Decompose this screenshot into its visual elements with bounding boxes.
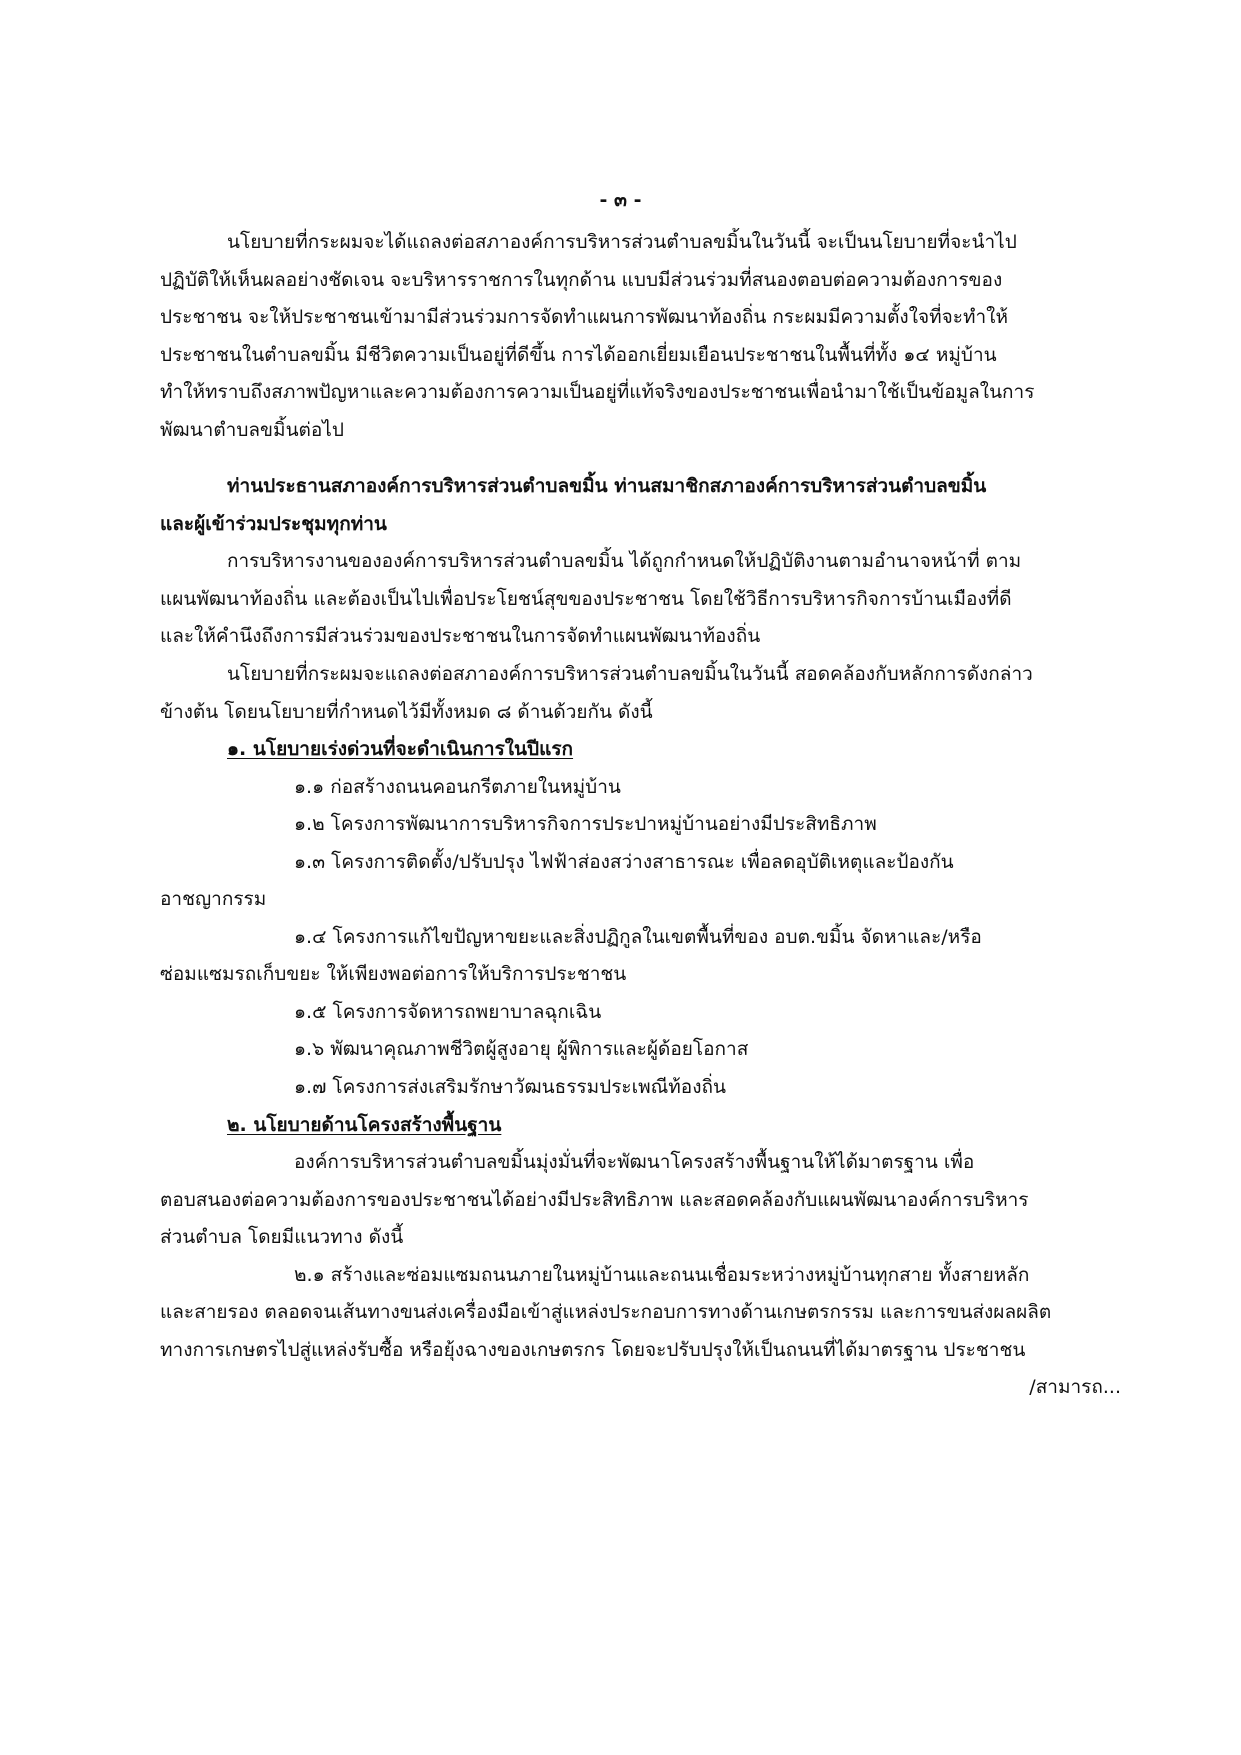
section1-item-cont: ซ่อมแซมรถเก็บขยะ ให้เพียงพอต่อการให้บริการประชาชน	[160, 963, 627, 985]
intro-line-4: ประชาชนในตำบลขมิ้น มีชีวิตความเป็นอยู่ที่ดีขึ้น การได้ออกเยี่ยมเยือนประชาชนในพื้นที่ทั้ง ๑๔ หมู่บ้าน	[160, 344, 997, 366]
admin-line-3: และให้คำนึงถึงการมีส่วนร่วมของประชาชนในการจัดทำแผนพัฒนาท้องถิ่น	[160, 625, 761, 647]
section2-item-line-3: ทางการเกษตรไปสู่แหล่งรับซื้อ หรือยุ้งฉางของเกษตรกร โดยจะปรับปรุงให้เป็นถนนที่ได้มาตรฐาน ประชาชน	[160, 1339, 1026, 1361]
policy-line-2: ข้างต้น โดยนโยบายที่กำหนดไว้มีทั้งหมด ๘ ด้านด้วยกัน ดังนี้	[160, 701, 653, 723]
section2-heading: ๒. นโยบายด้านโครงสร้างพื้นฐาน	[227, 1114, 502, 1136]
section1-item: ๑.๔ โครงการแก้ไขปัญหาขยะและสิ่งปฏิกูลในเขตพื้นที่ของ อบต.ขมิ้น จัดหาและ/หรือ	[294, 926, 982, 948]
intro-line-1: นโยบายที่กระผมจะได้แถลงต่อสภาองค์การบริหารส่วนตำบลขมิ้นในวันนี้ จะเป็นนโยบายที่จะนำไป	[227, 231, 1017, 253]
section1-item: ๑.๒ โครงการพัฒนาการบริหารกิจการประปาหมู่บ้านอย่างมีประสิทธิภาพ	[294, 813, 877, 835]
section1-item: ๑.๑ ก่อสร้างถนนคอนกรีตภายในหมู่บ้าน	[294, 776, 621, 798]
intro-line-3: ประชาชน จะให้ประชาชนเข้ามามีส่วนร่วมการจัดทำแผนการพัฒนาท้องถิ่น กระผมมีความตั้งใจที่จะทำให้	[160, 306, 1008, 328]
intro-line-6: พัฒนาตำบลขมิ้นต่อไป	[160, 419, 344, 441]
section1-item: ๑.๓ โครงการติดตั้ง/ปรับปรุง ไฟฟ้าส่องสว่างสาธารณะ เพื่อลดอุบัติเหตุและป้องกัน	[294, 851, 954, 873]
section2-intro-line-2: ตอบสนองต่อความต้องการของประชาชนได้อย่างมีประสิทธิภาพ และสอดคล้องกับแผนพัฒนาองค์การบริหาร	[160, 1189, 1029, 1211]
admin-line-2: แผนพัฒนาท้องถิ่น และต้องเป็นไปเพื่อประโยชน์สุขของประชาชน โดยใช้วิธีการบริหารกิจการบ้านเมืองที่ดี	[160, 588, 1012, 610]
section1-heading: ๑. นโยบายเร่งด่วนที่จะดำเนินการในปีแรก	[227, 738, 574, 760]
address-line-2: และผู้เข้าร่วมประชุมทุกท่าน	[160, 513, 387, 535]
intro-line-5: ทำให้ทราบถึงสภาพปัญหาและความต้องการความเป็นอยู่ที่แท้จริงของประชาชนเพื่อนำมาใช้เป็นข้อมูลในการ	[160, 381, 1035, 403]
section2-intro-line-3: ส่วนตำบล โดยมีแนวทาง ดังนี้	[160, 1226, 404, 1248]
page-number: - ๓ -	[599, 189, 642, 211]
address-line-1: ท่านประธานสภาองค์การบริหารส่วนตำบลขมิ้น ท่านสมาชิกสภาองค์การบริหารส่วนตำบลขมิ้น	[227, 475, 987, 497]
section1-item: ๑.๖ พัฒนาคุณภาพชีวิตผู้สูงอายุ ผู้พิการและผู้ด้อยโอกาส	[294, 1038, 749, 1060]
section2-item-line-1: ๒.๑ สร้างและซ่อมแซมถนนภายในหมู่บ้านและถนนเชื่อมระหว่างหมู่บ้านทุกสาย ทั้งสายหลัก	[294, 1264, 1030, 1286]
section1-item-cont: อาชญากรรม	[160, 888, 267, 910]
policy-line-1: นโยบายที่กระผมจะแถลงต่อสภาองค์การบริหารส่วนตำบลขมิ้นในวันนี้ สอดคล้องกับหลักการดังกล่าว	[227, 663, 1033, 685]
section1-item: ๑.๗ โครงการส่งเสริมรักษาวัฒนธรรมประเพณีท้องถิ่น	[294, 1076, 726, 1098]
admin-line-1: การบริหารงานขององค์การบริหารส่วนตำบลขมิ้น ได้ถูกกำหนดให้ปฏิบัติงานตามอำนาจหน้าที่ ตาม	[227, 550, 1022, 572]
continuation-marker: /สามารถ...	[1029, 1376, 1121, 1398]
intro-line-2: ปฏิบัติให้เห็นผลอย่างชัดเจน จะบริหารราชการในทุกด้าน แบบมีส่วนร่วมที่สนองตอบต่อความต้องการของ	[160, 269, 1003, 291]
section2-item-line-2: และสายรอง ตลอดจนเส้นทางขนส่งเครื่องมือเข้าสู่แหล่งประกอบการทางด้านเกษตรกรรม และการขนส่งผลผลิต	[160, 1301, 1052, 1323]
section2-intro-line-1: องค์การบริหารส่วนตำบลขมิ้นมุ่งมั่นที่จะพัฒนาโครงสร้างพื้นฐานให้ได้มาตรฐาน เพื่อ	[294, 1151, 975, 1173]
section1-item: ๑.๕ โครงการจัดหารถพยาบาลฉุกเฉิน	[294, 1001, 602, 1023]
